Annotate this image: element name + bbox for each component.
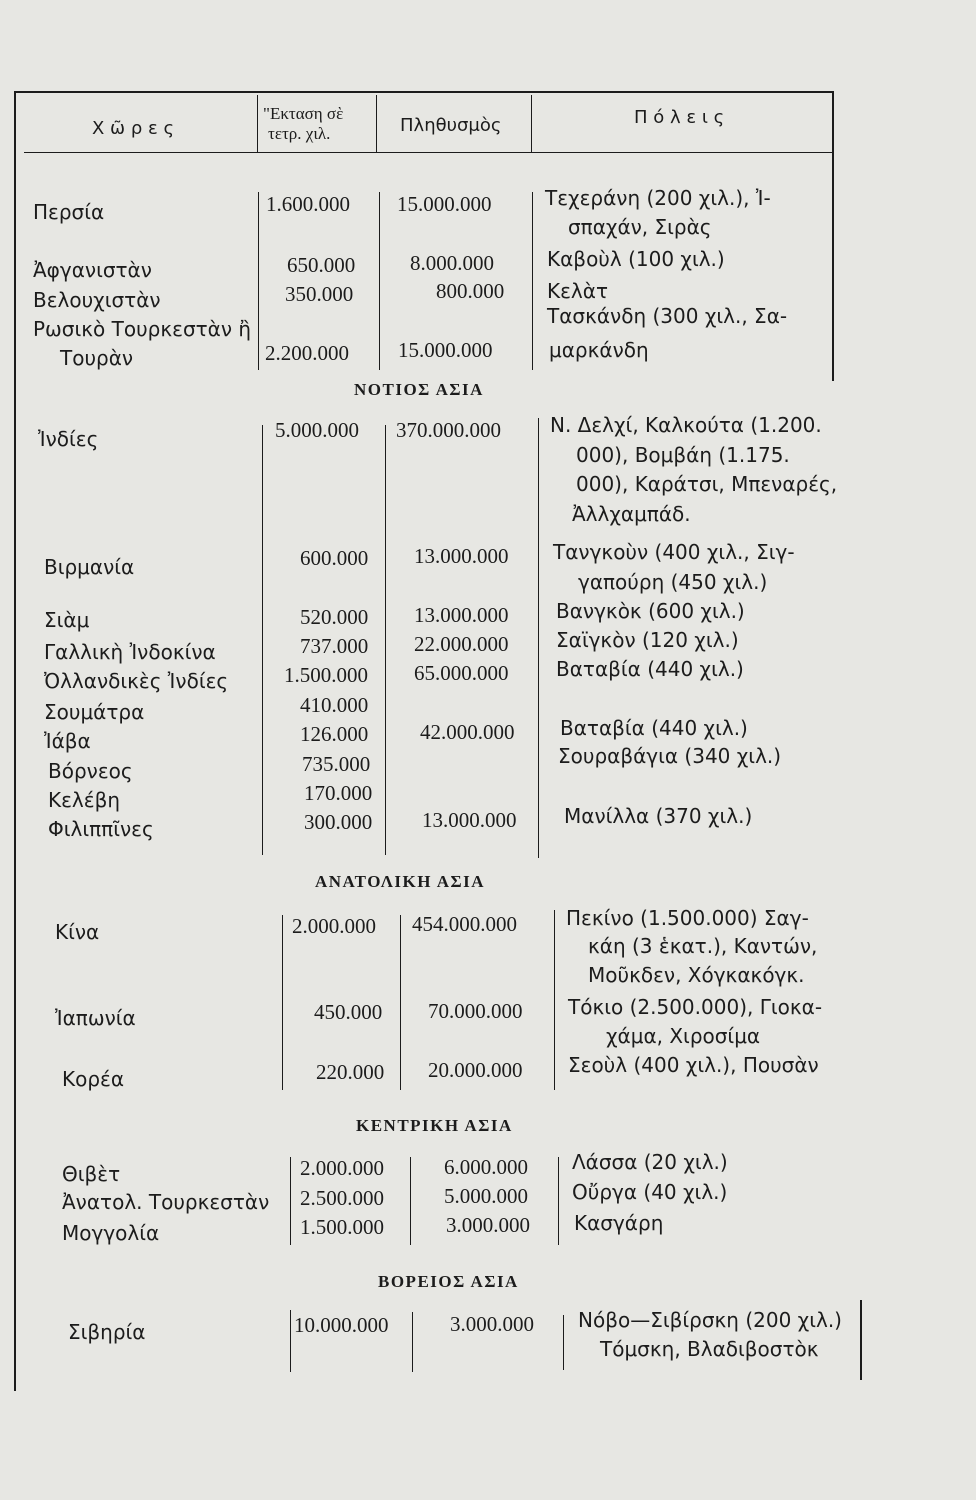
col-line-cities bbox=[532, 192, 533, 370]
area-value: 5.000.000 bbox=[275, 418, 359, 442]
area-value: 735.000 bbox=[302, 752, 371, 776]
area-value: 126.000 bbox=[300, 722, 369, 746]
country-name: Σιὰμ bbox=[44, 608, 90, 632]
country-name: Ἰαπωνία bbox=[55, 1006, 136, 1030]
country-name: Φιλιππῖνες bbox=[48, 817, 154, 841]
cities-text: Ἀλλχαμπάδ. bbox=[572, 502, 691, 526]
cities-text: χάμα, Χιροσίμα bbox=[606, 1024, 761, 1048]
country-name: Σιβηρία bbox=[68, 1320, 146, 1344]
cities-text: Τεχεράνη (200 χιλ.), Ἰ- bbox=[545, 186, 771, 210]
cities-text: Καβοὺλ (100 χιλ.) bbox=[547, 247, 725, 271]
section-heading-central-asia: ΚΕΝΤΡΙΚΗ ΑΣΙΑ bbox=[356, 1116, 513, 1135]
population-value: 5.000.000 bbox=[444, 1184, 528, 1208]
area-value: 2.200.000 bbox=[265, 341, 349, 365]
cities-text: Σεοὺλ (400 χιλ.), Πουσὰν bbox=[568, 1053, 819, 1077]
col-line-pop bbox=[412, 1312, 413, 1372]
area-value: 2.000.000 bbox=[300, 1156, 384, 1180]
country-name-continued: Τουρὰν bbox=[60, 346, 134, 370]
area-value: 10.000.000 bbox=[294, 1313, 389, 1337]
cities-text: μαρκάνδη bbox=[549, 338, 649, 362]
population-value: 65.000.000 bbox=[414, 661, 509, 685]
col-line-cities bbox=[563, 1315, 564, 1370]
country-name: Μογγολία bbox=[62, 1221, 160, 1245]
area-value: 450.000 bbox=[314, 1000, 383, 1024]
header-cities: Π ό λ ε ι ς bbox=[634, 107, 725, 128]
country-name: Θιβὲτ bbox=[62, 1162, 121, 1186]
population-value: 8.000.000 bbox=[410, 251, 494, 275]
population-value: 3.000.000 bbox=[446, 1213, 530, 1237]
population-value: 22.000.000 bbox=[414, 632, 509, 656]
header-area-line2: τετρ. χιλ. bbox=[268, 124, 331, 143]
population-value: 13.000.000 bbox=[414, 544, 509, 568]
cities-text: Βαταβία (440 χιλ.) bbox=[556, 657, 744, 681]
cities-text: 000), Καράτσι, Μπεναρές, bbox=[576, 472, 838, 496]
section-heading-east-asia: ΑΝΑΤΟΛΙΚΗ ΑΣΙΑ bbox=[315, 872, 486, 891]
col-line-area bbox=[262, 425, 263, 855]
cities-text: Νόβο—Σιβίρσκη (200 χιλ.) bbox=[578, 1308, 842, 1332]
header-population: Πληθυσμὸς bbox=[400, 115, 502, 136]
population-value: 42.000.000 bbox=[420, 720, 515, 744]
population-value: 800.000 bbox=[436, 279, 505, 303]
population-value: 70.000.000 bbox=[428, 999, 523, 1023]
col-line-area bbox=[258, 192, 259, 370]
area-value: 220.000 bbox=[316, 1060, 385, 1084]
population-value: 3.000.000 bbox=[450, 1312, 534, 1336]
col-line-pop bbox=[410, 1157, 411, 1245]
cities-text: Τόκιο (2.500.000), Γιοκα- bbox=[568, 995, 823, 1019]
cities-text: Βανγκὸκ (600 χιλ.) bbox=[556, 599, 745, 623]
population-value: 454.000.000 bbox=[412, 912, 517, 936]
col-line-pop bbox=[400, 915, 401, 1090]
col-line-area bbox=[290, 1310, 291, 1372]
country-name: Γαλλικὴ Ἰνδοκίνα bbox=[44, 640, 216, 664]
area-value: 410.000 bbox=[300, 693, 369, 717]
cities-text: Μοῦκδεν, Χόγκακόγκ. bbox=[588, 963, 805, 987]
cities-text: Τανγκοὺν (400 χιλ., Σιγ- bbox=[553, 540, 795, 564]
population-value: 15.000.000 bbox=[398, 338, 493, 362]
country-name: Ρωσικὸ Τουρκεστὰν ἢ bbox=[33, 317, 252, 341]
country-name: Βιρμανία bbox=[44, 555, 135, 579]
country-name: Κελέβη bbox=[48, 788, 121, 812]
cities-text: κάη (3 ἑκατ.), Καντών, bbox=[588, 934, 818, 958]
col-line-pop bbox=[379, 192, 380, 370]
cities-text: 000), Βομβάη (1.175. bbox=[576, 443, 790, 467]
cities-text: Τασκάνδη (300 χιλ., Σα- bbox=[547, 304, 788, 328]
header-divider-3 bbox=[531, 95, 532, 152]
header-bottom-border bbox=[24, 152, 834, 153]
country-name: Βόρνεος bbox=[48, 759, 133, 783]
table-right-border-lower bbox=[860, 1300, 862, 1380]
population-value: 15.000.000 bbox=[397, 192, 492, 216]
country-name: Ἀνατολ. Τουρκεστὰν bbox=[62, 1190, 270, 1214]
population-value: 20.000.000 bbox=[428, 1058, 523, 1082]
header-divider-1 bbox=[257, 95, 258, 152]
col-line-pop bbox=[385, 425, 386, 855]
cities-text: Σαϊγκὸν (120 χιλ.) bbox=[556, 628, 739, 652]
cities-text: σπαχάν, Σιρὰς bbox=[568, 215, 712, 239]
cities-text: Σουραβάγια (340 χιλ.) bbox=[558, 744, 782, 768]
population-value: 370.000.000 bbox=[396, 418, 501, 442]
cities-text: Οὔργα (40 χιλ.) bbox=[572, 1180, 728, 1204]
cities-text: Βαταβία (440 χιλ.) bbox=[560, 716, 748, 740]
header-area-line1: "Εκταση σὲ bbox=[263, 104, 344, 123]
cities-text: Λάσσα (20 χιλ.) bbox=[572, 1150, 728, 1174]
table-left-border bbox=[14, 91, 16, 1391]
header-countries: Χ ῶ ρ ε ς bbox=[92, 118, 175, 139]
country-name: Ἰάβα bbox=[44, 729, 91, 753]
area-value: 170.000 bbox=[304, 781, 373, 805]
col-line-area bbox=[282, 915, 283, 1090]
country-name: Κίνα bbox=[55, 920, 100, 944]
cities-text: γαπούρη (450 χιλ.) bbox=[578, 570, 768, 594]
col-line-area bbox=[290, 1157, 291, 1245]
header-divider-2 bbox=[376, 95, 377, 152]
area-value: 1.500.000 bbox=[284, 663, 368, 687]
area-value: 2.000.000 bbox=[292, 914, 376, 938]
area-value: 737.000 bbox=[300, 634, 369, 658]
col-line-cities bbox=[538, 418, 539, 858]
country-name: Ἰνδίες bbox=[38, 427, 99, 451]
table-top-border bbox=[14, 91, 834, 93]
area-value: 520.000 bbox=[300, 605, 369, 629]
population-value: 13.000.000 bbox=[422, 808, 517, 832]
cities-text: Πεκίνο (1.500.000) Σαγ- bbox=[566, 906, 809, 930]
area-value: 300.000 bbox=[304, 810, 373, 834]
area-value: 650.000 bbox=[287, 253, 356, 277]
cities-text: Ν. Δελχί, Καλκούτα (1.200. bbox=[550, 413, 822, 437]
section-heading-north-asia: ΒΟΡΕΙΟΣ ΑΣΙΑ bbox=[378, 1272, 519, 1291]
country-name: Ὀλλανδικὲς Ἰνδίες bbox=[44, 669, 229, 693]
table-right-border bbox=[832, 91, 834, 381]
cities-text: Τόμσκη, Βλαδιβοστὸκ bbox=[600, 1337, 819, 1361]
country-name: Βελουχιστὰν bbox=[33, 288, 161, 312]
cities-text: Κασγάρη bbox=[574, 1211, 664, 1235]
population-value: 13.000.000 bbox=[414, 603, 509, 627]
area-value: 1.500.000 bbox=[300, 1215, 384, 1239]
cities-text: Μανίλλα (370 χιλ.) bbox=[564, 804, 753, 828]
area-value: 1.600.000 bbox=[266, 192, 350, 216]
col-line-cities bbox=[558, 1157, 559, 1245]
area-value: 600.000 bbox=[300, 546, 369, 570]
country-name: Ἀφγανιστὰν bbox=[33, 258, 152, 282]
population-value: 6.000.000 bbox=[444, 1155, 528, 1179]
country-name: Περσία bbox=[33, 200, 105, 224]
country-name: Κορέα bbox=[62, 1067, 125, 1091]
section-heading-south-asia: ΝΟΤΙΟΣ ΑΣΙΑ bbox=[354, 380, 484, 399]
col-line-cities bbox=[554, 910, 555, 1090]
area-value: 2.500.000 bbox=[300, 1186, 384, 1210]
area-value: 350.000 bbox=[285, 282, 354, 306]
cities-text: Κελὰτ bbox=[547, 279, 608, 303]
country-name: Σουμάτρα bbox=[44, 700, 145, 724]
